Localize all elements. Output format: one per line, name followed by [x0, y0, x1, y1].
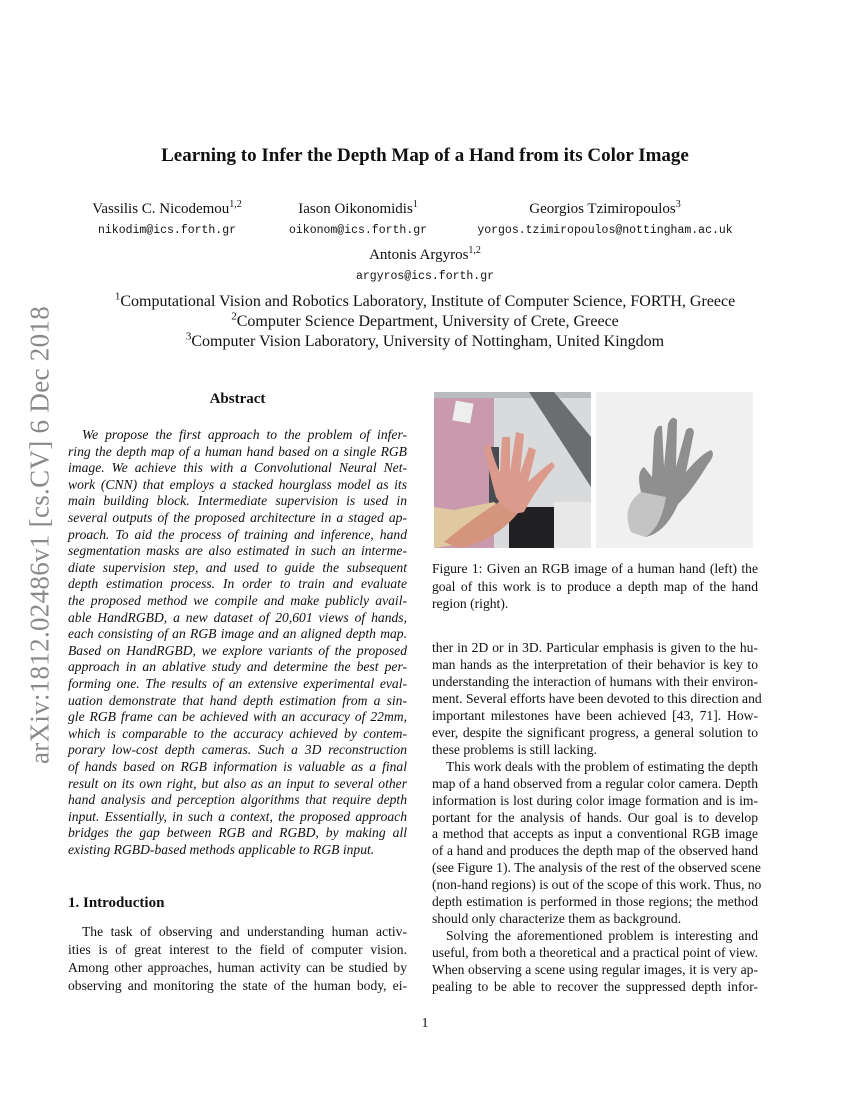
affiliation-sup: 1: [114, 290, 121, 303]
text-line: able HandRGBD, a new dataset of 20,601 views of hands,: [68, 609, 407, 625]
text-line: understanding the interaction of humans with their environ-: [432, 673, 758, 689]
author-name-text: Vassilis C. Nicodemou: [92, 201, 230, 217]
affiliation: [0, 290, 850, 311]
text-line: pealing to be able to recover the suppressed depth infor-: [432, 979, 758, 994]
text-line: input. Essentially, in such a context, the proposed approach: [68, 808, 407, 824]
author-name-text: Iason Oikonomidis: [298, 201, 413, 217]
affiliation: [0, 330, 850, 351]
text-line: Based on HandRGBD, we explore variants of the proposed: [68, 642, 407, 658]
page-number: 1: [421, 1016, 429, 1031]
abstract-heading: Abstract: [209, 391, 266, 407]
introduction-heading: 1. Introduction: [68, 895, 165, 911]
text-line: This work deals with the problem of estimating the depth: [446, 758, 758, 774]
text-line: ther in 2D or in 3D. Particular emphasis is given to the hu-: [432, 640, 758, 655]
text-line: (see Figure 1). The analysis of the rest of the observed scene: [432, 860, 761, 876]
author-email: oikonom@ics.forth.gr: [288, 224, 428, 237]
text-line: should only characterize them as background.: [432, 911, 682, 927]
text-line: map of a hand observed from a regular color camera. Depth: [432, 775, 758, 791]
caption-line: region (right).: [432, 596, 509, 611]
text-line: useful, from both a theoretical and a practical point of view.: [432, 945, 758, 961]
caption-line: Figure 1: Given an RGB image of a human hand (left) the: [432, 561, 758, 576]
text-line: each consisting of an RGB image and an aligned depth map.: [68, 626, 407, 642]
text-line: ities is of great interest to the field of computer vision.: [68, 942, 407, 957]
author-email: nikodim@ics.forth.gr: [97, 224, 237, 237]
author-name-text: Antonis Argyros: [369, 247, 469, 263]
text-line: (non-hand regions) is out of the scope of this work. Thus, no: [432, 877, 762, 893]
text-line: existing RGBD-based methods applicable to RGB input.: [68, 842, 375, 857]
text-line: image. We achieve this with a Convolutional Neural Net-: [68, 460, 407, 476]
text-line: Among other approaches, human activity can be studied by: [68, 960, 407, 975]
affiliation-sup: 3: [185, 330, 192, 343]
author-affiliation-sup: 1,2: [229, 199, 242, 210]
text-line: portant for the analysis of hands. Our goal is to develop: [432, 809, 758, 825]
text-line: the proposed method we compile and make publicly avail-: [68, 593, 407, 608]
text-line: which is comparable to the accuracy achieved by contem-: [68, 725, 407, 741]
text-line: ring the depth map of a human hand based on a single RGB: [68, 443, 407, 459]
text-line: proach. To aid the process of training and inference, hand: [68, 526, 407, 542]
text-line: important milestones have been achieved [43, 71]. How-: [432, 707, 758, 723]
rgb-hand-photo: [434, 392, 591, 548]
text-line: approach in an ablative study and determine the best per-: [68, 659, 407, 675]
text-line: uation demonstrate that hand depth estimation from a sin-: [68, 692, 407, 708]
author-name: [529, 201, 681, 218]
text-line: bridges the gap between RGB and RGBD, by making all: [68, 825, 407, 841]
affiliation: [0, 310, 850, 331]
affiliation-text: Computer Vision Laboratory, University of Nottingham, United Kingdom: [191, 333, 665, 350]
text-line: The task of observing and understanding human activ-: [82, 924, 407, 939]
author-affiliation-sup: 1,2: [468, 245, 481, 256]
text-line: depth estimation process. In order to train and evaluate: [68, 576, 407, 592]
affiliation-sup: 2: [231, 310, 237, 323]
caption-line: goal of this work is to produce a depth map of the hand: [432, 578, 758, 594]
author-name: [92, 201, 242, 218]
figure-depth-map-image: [596, 392, 753, 548]
text-line: of hands based on RGB information is valuable as a final: [68, 759, 407, 774]
text-line: diate supervision step, and used to guide the subsequent: [68, 559, 407, 575]
author-affiliation-sup: 1: [412, 199, 418, 210]
author-email: yorgos.tzimiropoulos@nottingham.ac.uk: [477, 224, 733, 237]
paper-title: Learning to Infer the Depth Map of a Hand from its Color Image: [161, 145, 689, 166]
depth-map-render: [596, 392, 753, 548]
text-line: man hands as the interpretation of their behavior is key to: [432, 656, 758, 672]
author-name: [369, 247, 481, 264]
arxiv-identifier: arXiv:1812.02486v1 [cs.CV] 6 Dec 2018: [24, 305, 55, 765]
text-line: When observing a scene using regular images, it is very ap-: [432, 962, 758, 978]
text-line: ever, despite the significant progress, a general solution to: [432, 724, 758, 740]
text-line: work (CNN) that employs a stacked hourglass model as its: [68, 476, 407, 492]
text-line: of a hand and produces the depth map of the observed hand: [432, 843, 758, 859]
text-line: segmentation masks are also estimated in such an interme-: [68, 543, 407, 559]
text-line: hand analysis and perception algorithms that require depth: [68, 792, 407, 808]
text-line: porary low-cost depth cameras. Such a 3D reconstruction: [68, 742, 407, 758]
affiliation-text: Computational Vision and Robotics Laboratory, Institute of Computer Science, FORTH, Greece: [120, 293, 736, 310]
affiliation-text: Computer Science Department, University of Crete, Greece: [236, 313, 619, 330]
author-affiliation-sup: 3: [675, 199, 681, 210]
text-line: information is lost during color image formation and is im-: [432, 792, 758, 808]
text-line: a method that accepts as input a conventional RGB image: [432, 826, 758, 842]
text-line: main building block. Intermediate supervision is used in: [68, 493, 407, 509]
text-line: several outputs of the proposed architecture in a staged ap-: [68, 510, 407, 525]
text-line: gle RGB frame can be achieved with an accuracy of 22mm,: [68, 709, 407, 725]
author-email: argyros@ics.forth.gr: [355, 270, 495, 283]
text-line: observing and monitoring the state of the human body, ei-: [68, 978, 407, 993]
text-line: Solving the aforementioned problem is interesting and: [446, 928, 758, 944]
text-line: forming one. The results of an extensive experimental eval-: [68, 676, 407, 691]
author-name: [298, 201, 418, 218]
text-line: result on its own right, but also as an input to several other: [68, 775, 407, 791]
author-name-text: Georgios Tzimiropoulos: [529, 201, 676, 217]
text-line: these problems is still lacking.: [432, 741, 597, 757]
text-line: ment. Several efforts have been devoted to this direction and: [432, 690, 762, 706]
text-line: We propose the first approach to the problem of infer-: [82, 427, 407, 442]
text-line: depth estimation is performed in those regions; the method: [432, 894, 758, 910]
figure-rgb-hand-image: [434, 392, 591, 548]
